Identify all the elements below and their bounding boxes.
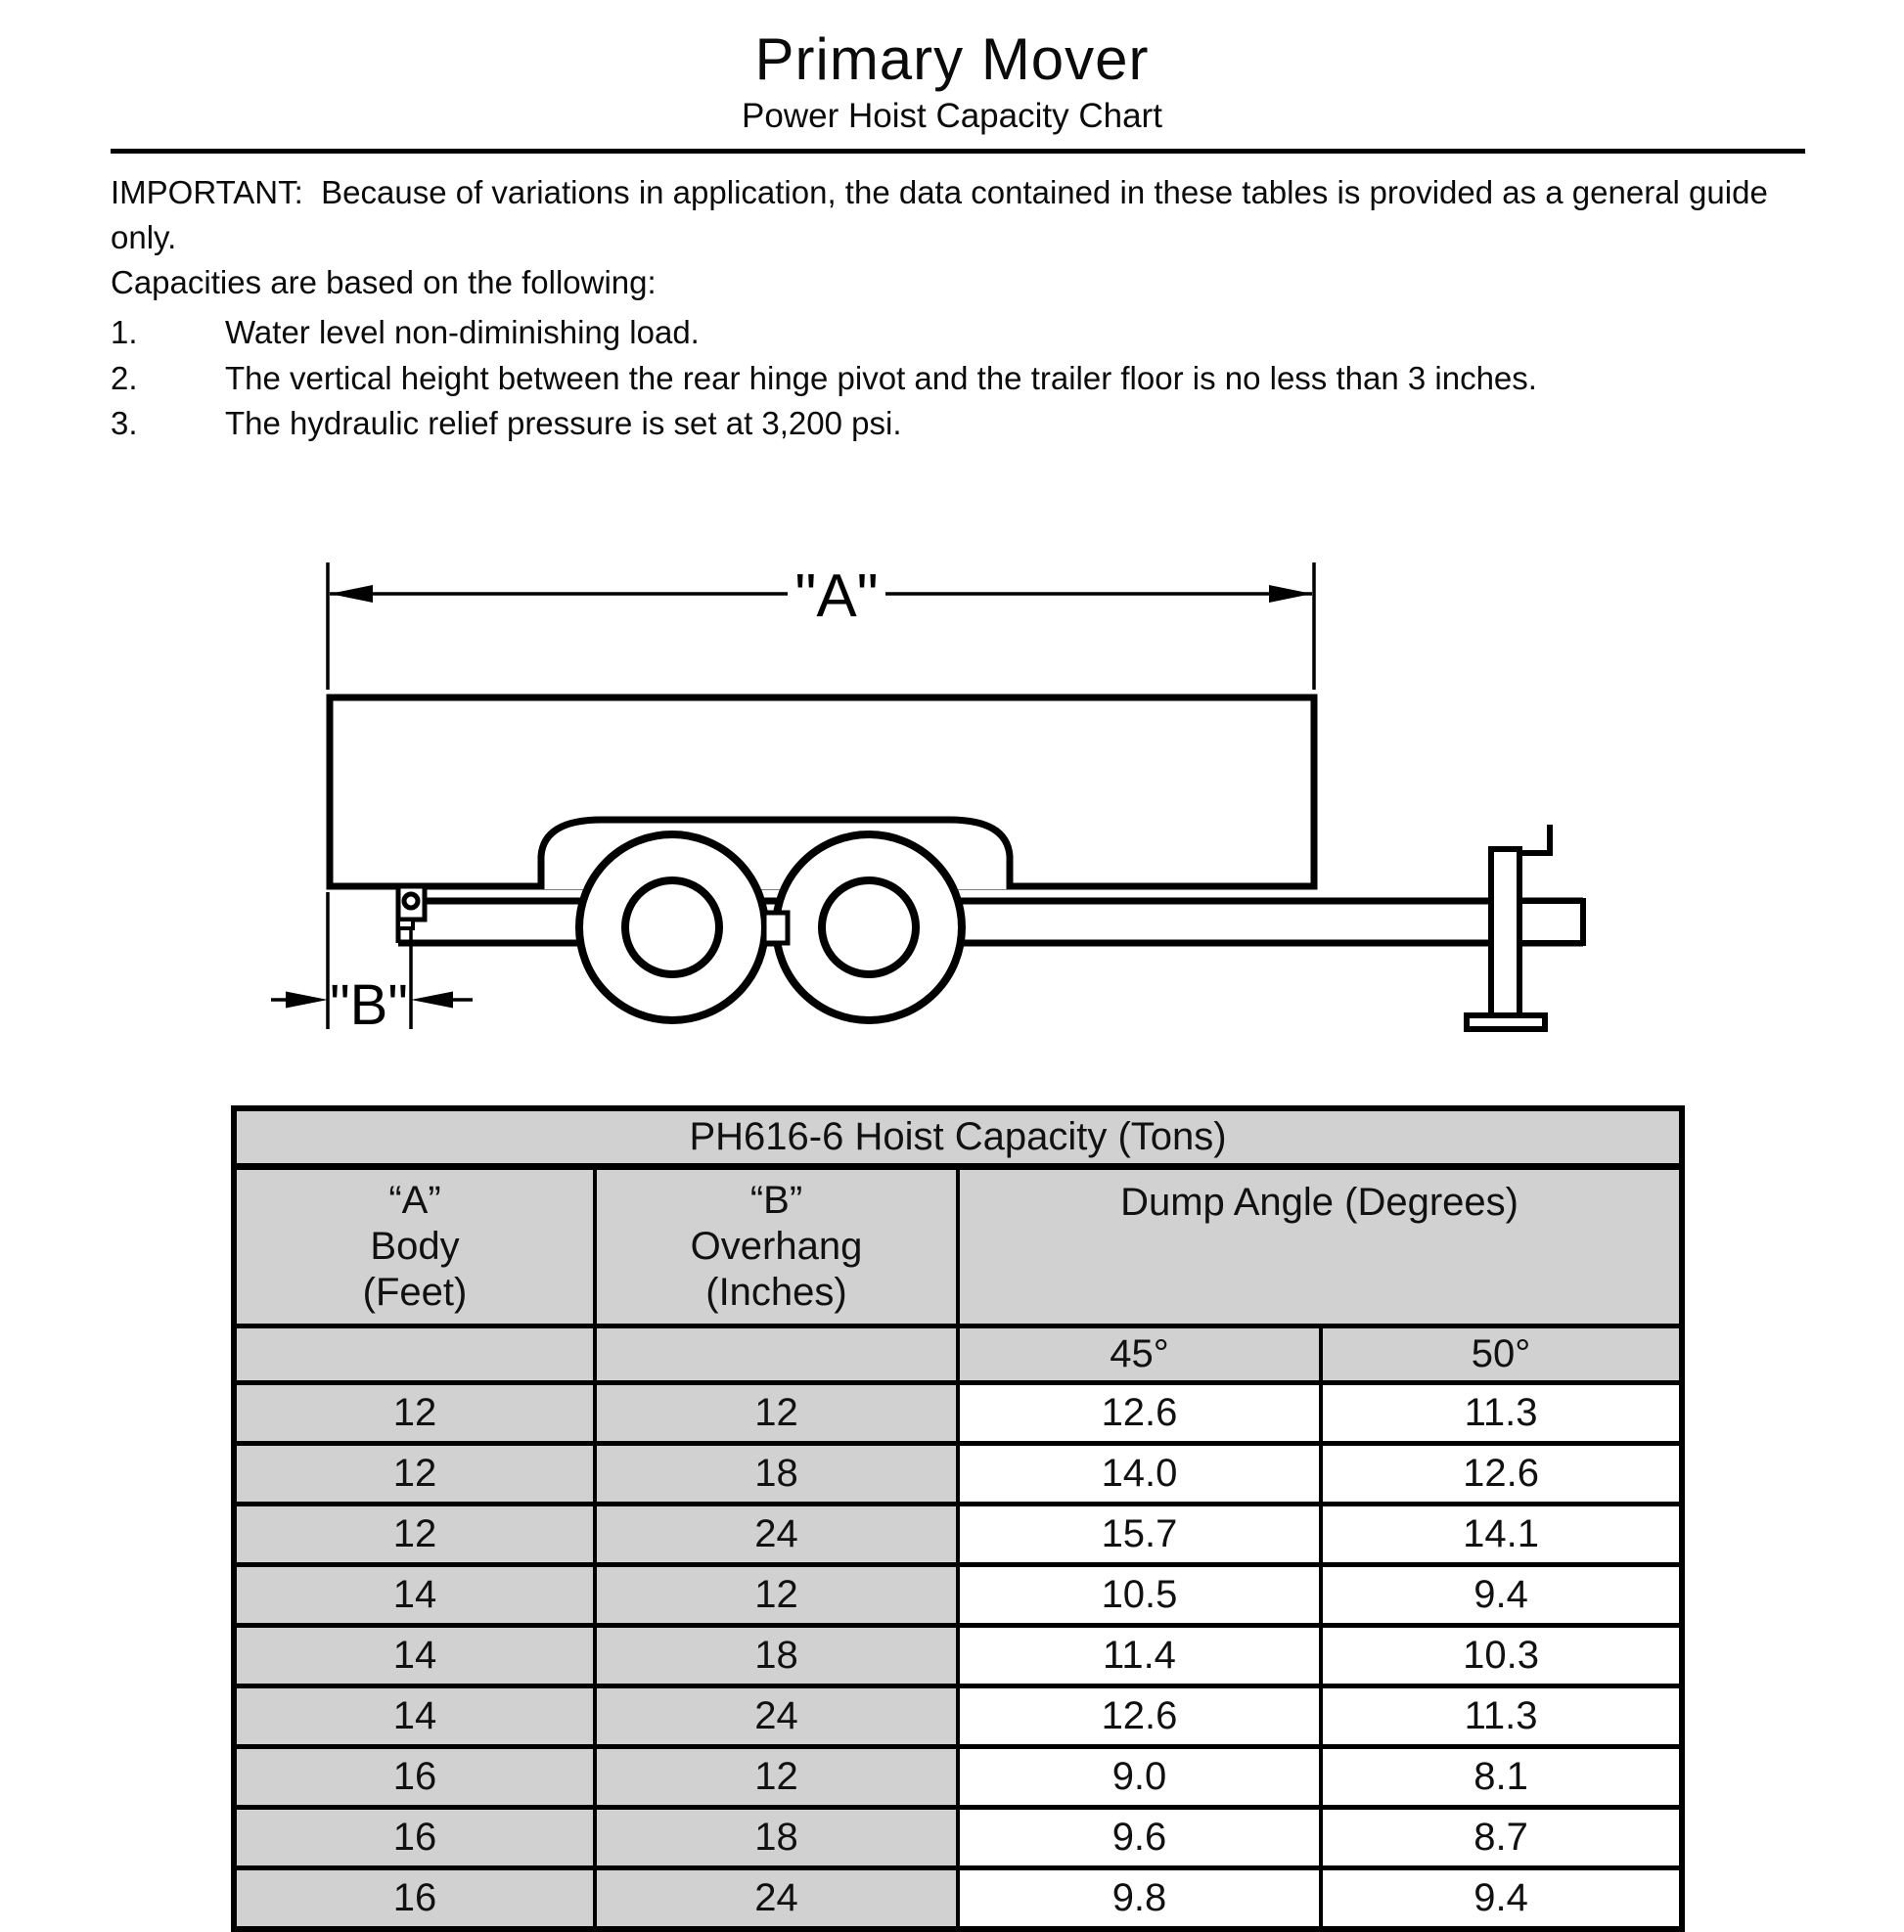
list-item-number: 3. bbox=[111, 405, 138, 441]
col-b-header-name: Overhang bbox=[690, 1225, 863, 1268]
hub-inner bbox=[822, 880, 916, 974]
capacity-45-cell: 9.0 bbox=[958, 1747, 1321, 1808]
axle-block bbox=[764, 913, 788, 943]
capacity-50-cell: 14.1 bbox=[1321, 1505, 1682, 1565]
capacity-45-cell: 15.7 bbox=[958, 1505, 1321, 1565]
hub-inner bbox=[625, 880, 719, 974]
capacity-50-cell: 11.3 bbox=[1321, 1686, 1682, 1747]
capacity-50-cell: 9.4 bbox=[1321, 1868, 1682, 1930]
col-b-header-unit: (Inches) bbox=[705, 1271, 847, 1314]
capacity-50-cell: 8.7 bbox=[1321, 1808, 1682, 1868]
capacity-45-cell: 9.8 bbox=[958, 1868, 1321, 1930]
capacity-50-cell: 12.6 bbox=[1321, 1444, 1682, 1505]
col-a-header-name: Body bbox=[370, 1225, 460, 1268]
empty-cell bbox=[595, 1326, 958, 1383]
angle-45-header: 45° bbox=[958, 1326, 1321, 1383]
body-feet-cell: 12 bbox=[234, 1383, 595, 1444]
dump-angle-header: Dump Angle (Degrees) bbox=[958, 1167, 1682, 1326]
list-item-text: The hydraulic relief pressure is set at 3,200 psi. bbox=[225, 405, 902, 441]
important-label: IMPORTANT: bbox=[111, 174, 303, 210]
overhang-cell: 24 bbox=[595, 1868, 958, 1930]
overhang-cell: 24 bbox=[595, 1686, 958, 1747]
overhang-cell: 18 bbox=[595, 1808, 958, 1868]
dimension-a-label: "A" bbox=[794, 562, 879, 630]
capacity-table bbox=[231, 1105, 1685, 1932]
body-feet-cell: 12 bbox=[234, 1444, 595, 1505]
table-row bbox=[234, 1565, 1682, 1626]
table-row bbox=[234, 1383, 1682, 1444]
beam-end bbox=[1519, 901, 1583, 943]
list-item-text: Water level non-diminishing load. bbox=[225, 314, 700, 350]
hinge-pin-icon bbox=[404, 894, 418, 908]
dimension-a bbox=[328, 562, 1314, 690]
intro-text bbox=[111, 170, 1813, 442]
table-row bbox=[234, 1747, 1682, 1808]
capacity-45-cell: 11.4 bbox=[958, 1626, 1321, 1686]
empty-cell bbox=[234, 1326, 595, 1383]
hinge-pivot bbox=[398, 886, 425, 928]
capacity-45-cell: 12.6 bbox=[958, 1686, 1321, 1747]
jack-stand bbox=[1467, 825, 1583, 1029]
dim-a-arrowhead-left bbox=[330, 585, 373, 603]
table-title: PH616-6 Hoist Capacity (Tons) bbox=[234, 1108, 1682, 1167]
dim-b-arrowhead-right bbox=[411, 992, 453, 1009]
important-body: Because of variations in application, the data contained in these tables is provided as a general guide only. bbox=[111, 174, 1768, 255]
overhang-cell: 24 bbox=[595, 1505, 958, 1565]
capacity-45-cell: 14.0 bbox=[958, 1444, 1321, 1505]
capacity-45-cell: 10.5 bbox=[958, 1565, 1321, 1626]
dimension-b bbox=[271, 892, 473, 1037]
trailer-diagram bbox=[0, 421, 1904, 1105]
capacity-50-cell: 9.4 bbox=[1321, 1565, 1682, 1626]
jack-post bbox=[1491, 849, 1519, 1017]
overhang-cell: 12 bbox=[595, 1747, 958, 1808]
list-item bbox=[111, 314, 1813, 351]
dim-a-arrowhead-right bbox=[1269, 585, 1312, 603]
capacity-45-cell: 9.6 bbox=[958, 1808, 1321, 1868]
wheel-right bbox=[776, 834, 962, 1020]
body-feet-cell: 14 bbox=[234, 1626, 595, 1686]
table-row bbox=[234, 1505, 1682, 1565]
col-a-header bbox=[234, 1167, 595, 1326]
list-item-number: 2. bbox=[111, 359, 138, 396]
body-feet-cell: 14 bbox=[234, 1565, 595, 1626]
list-item-text: The vertical height between the rear hinge pivot and the trailer floor is no less than 3 inches. bbox=[225, 359, 1537, 396]
dim-b-arrowhead-left bbox=[286, 992, 328, 1009]
col-a-header-symbol: “A” bbox=[388, 1179, 441, 1222]
overhang-cell: 18 bbox=[595, 1444, 958, 1505]
jack-handle bbox=[1519, 825, 1550, 853]
capacity-50-cell: 10.3 bbox=[1321, 1626, 1682, 1686]
page-title: Primary Mover bbox=[754, 26, 1150, 92]
capacity-50-cell: 11.3 bbox=[1321, 1383, 1682, 1444]
table-row bbox=[234, 1626, 1682, 1686]
dimension-b-label: "B" bbox=[330, 973, 408, 1037]
col-b-header-symbol: “B” bbox=[749, 1179, 803, 1222]
wheel-left bbox=[579, 834, 765, 1020]
important-note bbox=[111, 170, 1813, 260]
divider-rule bbox=[111, 149, 1805, 154]
capacity-45-cell: 12.6 bbox=[958, 1383, 1321, 1444]
overhang-cell: 18 bbox=[595, 1626, 958, 1686]
overhang-cell: 12 bbox=[595, 1383, 958, 1444]
body-feet-cell: 12 bbox=[234, 1505, 595, 1565]
table-row bbox=[234, 1808, 1682, 1868]
body-feet-cell: 14 bbox=[234, 1686, 595, 1747]
body-feet-cell: 16 bbox=[234, 1808, 595, 1868]
list-item-number: 1. bbox=[111, 314, 138, 350]
col-b-header bbox=[595, 1167, 958, 1326]
overhang-cell: 12 bbox=[595, 1565, 958, 1626]
jack-foot bbox=[1467, 1015, 1545, 1029]
col-a-header-unit: (Feet) bbox=[362, 1271, 468, 1314]
hinge-step bbox=[398, 920, 413, 928]
table-row bbox=[234, 1444, 1682, 1505]
body-feet-cell: 16 bbox=[234, 1868, 595, 1930]
body-feet-cell: 16 bbox=[234, 1747, 595, 1808]
list-item bbox=[111, 360, 1813, 397]
angle-50-header: 50° bbox=[1321, 1326, 1682, 1383]
page-subtitle: Power Hoist Capacity Chart bbox=[742, 97, 1162, 135]
capacities-intro: Capacities are based on the following: bbox=[111, 264, 657, 300]
table-row bbox=[234, 1686, 1682, 1747]
capacity-50-cell: 8.1 bbox=[1321, 1747, 1682, 1808]
